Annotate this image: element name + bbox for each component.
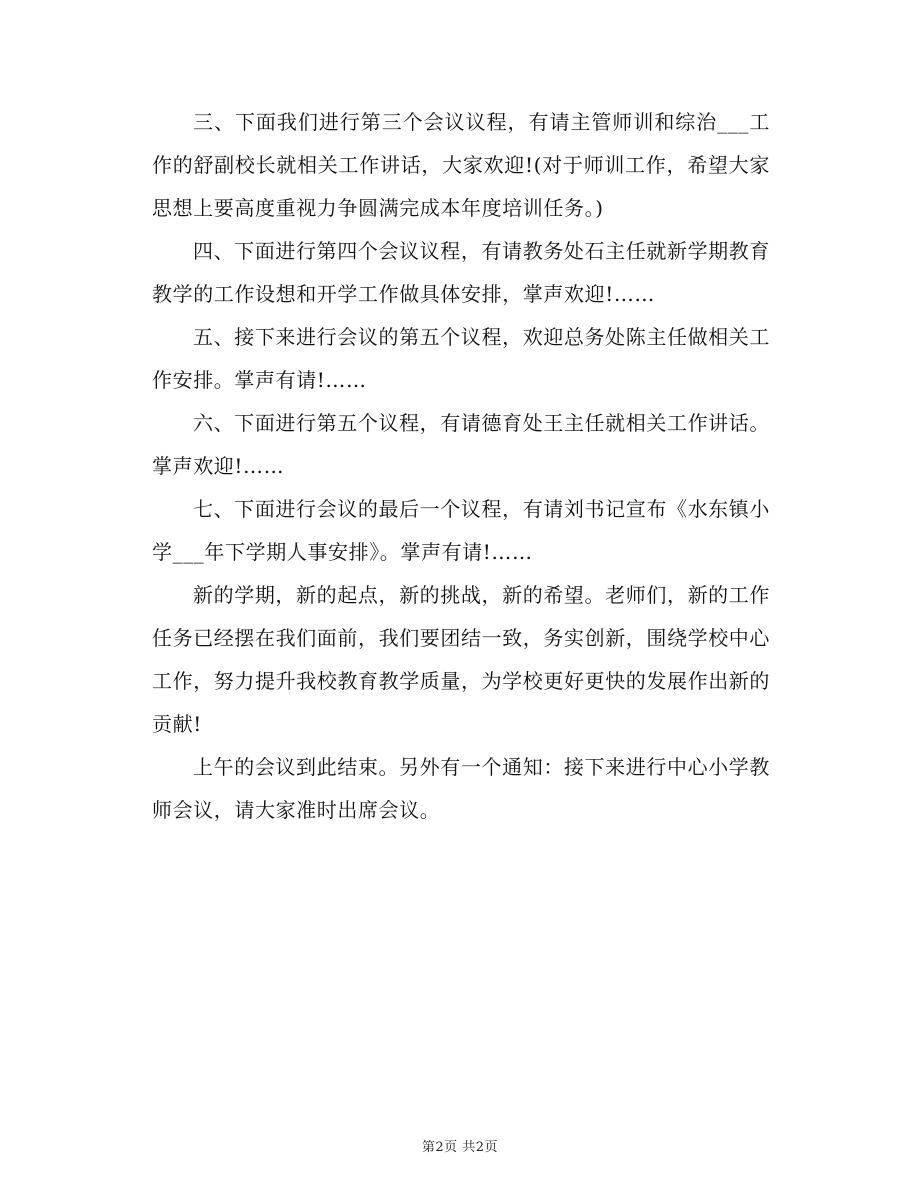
- paragraph-notice: 上午的会议到此结束。另外有一个通知：接下来进行中心小学教师会议，请大家准时出席会议。: [152, 755, 770, 822]
- paragraph-closing-remarks: 新的学期，新的起点，新的挑战，新的希望。老师们，新的工作任务已经摆在我们面前，我们要团结一致，务实创新，围绕学校中心工作，努力提升我校教育教学质量，为学校更好更快的发展作出新的贡献!: [152, 583, 770, 736]
- paragraph-agenda-6: 六、下面进行第五个议程，有请德育处王主任就相关工作讲话。掌声欢迎!……: [152, 411, 770, 478]
- paragraph-agenda-4: 四、下面进行第四个会议议程，有请教务处石主任就新学期教育教学的工作设想和开学工作做具体安排，掌声欢迎!……: [152, 239, 770, 306]
- document-body: [152, 101, 770, 832]
- paragraph-agenda-3: 三、下面我们进行第三个会议议程，有请主管师训和综治___工作的舒副校长就相关工作讲话，大家欢迎!(对于师训工作，希望大家思想上要高度重视力争圆满完成本年度培训任务。): [152, 110, 770, 220]
- paragraph-agenda-7: 七、下面进行会议的最后一个议程，有请刘书记宣布《水东镇小学___年下学期人事安排》。掌声有请!……: [152, 497, 770, 564]
- paragraph-agenda-5: 五、接下来进行会议的第五个议程，欢迎总务处陈主任做相关工作安排。掌声有请!……: [152, 325, 770, 392]
- page-number-footer: 第2页 共2页: [421, 1140, 499, 1155]
